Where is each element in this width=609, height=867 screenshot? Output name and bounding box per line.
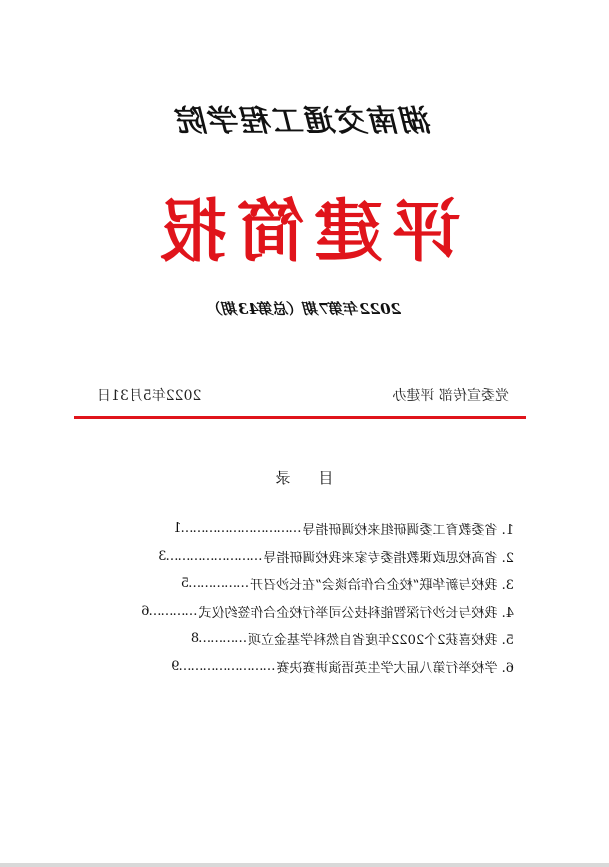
toc-item-leader: ……………………: [166, 548, 263, 564]
toc-item-leader: …………: [199, 631, 248, 647]
briefing-title: 评建简报: [148, 192, 461, 272]
issue-number: 2022年第7期（总第43期）: [207, 300, 402, 318]
toc-item[interactable]: [94, 515, 514, 543]
school-name: 湖南交通工程学院: [176, 104, 433, 139]
toc-item-page: 5: [180, 576, 190, 592]
toc-item[interactable]: [94, 570, 514, 598]
page-bottom-edge: [0, 863, 609, 867]
toc-item-title: 3. 我校与新华联“校企合作洽谈会”在长沙召开: [250, 578, 514, 594]
table-of-contents: [94, 515, 514, 680]
toc-heading: 目录: [247, 469, 334, 487]
toc-item-page: 3: [158, 548, 167, 564]
publish-date: 2022年5月31日: [97, 388, 202, 404]
department-label: 党委宣传部 评建办: [392, 388, 509, 404]
toc-item-title: 4. 我校与长沙行深智能科技公司举行校企合作签约仪式: [198, 605, 514, 621]
toc-item-page: 1: [173, 521, 182, 537]
toc-item-title: 1. 省委教育工委调研组来校调研指导: [302, 523, 514, 539]
toc-item-title: 6. 学校举行第八届大学生英语演讲赛决赛: [276, 660, 514, 676]
toc-item[interactable]: [94, 543, 514, 571]
meta-row: [83, 385, 523, 407]
toc-item-leader: ……………: [189, 576, 250, 592]
toc-item-title: 5. 我校喜获2个2022年度省自然科学基金立项: [248, 633, 514, 649]
toc-item-leader: …………………………: [181, 521, 302, 537]
toc-item-page: 6: [141, 603, 150, 619]
toc-item-title: 2. 省高校思政课教指委专家来我校调研指导: [263, 550, 514, 566]
toc-item-page: 8: [190, 631, 200, 647]
toc-item[interactable]: [94, 653, 514, 681]
toc-item[interactable]: [94, 598, 514, 626]
red-divider: [74, 416, 526, 419]
toc-item-leader: ……………………: [179, 658, 276, 674]
toc-item-page: 9: [171, 658, 180, 674]
toc-item-leader: …………: [149, 603, 198, 619]
toc-item[interactable]: [94, 625, 514, 653]
